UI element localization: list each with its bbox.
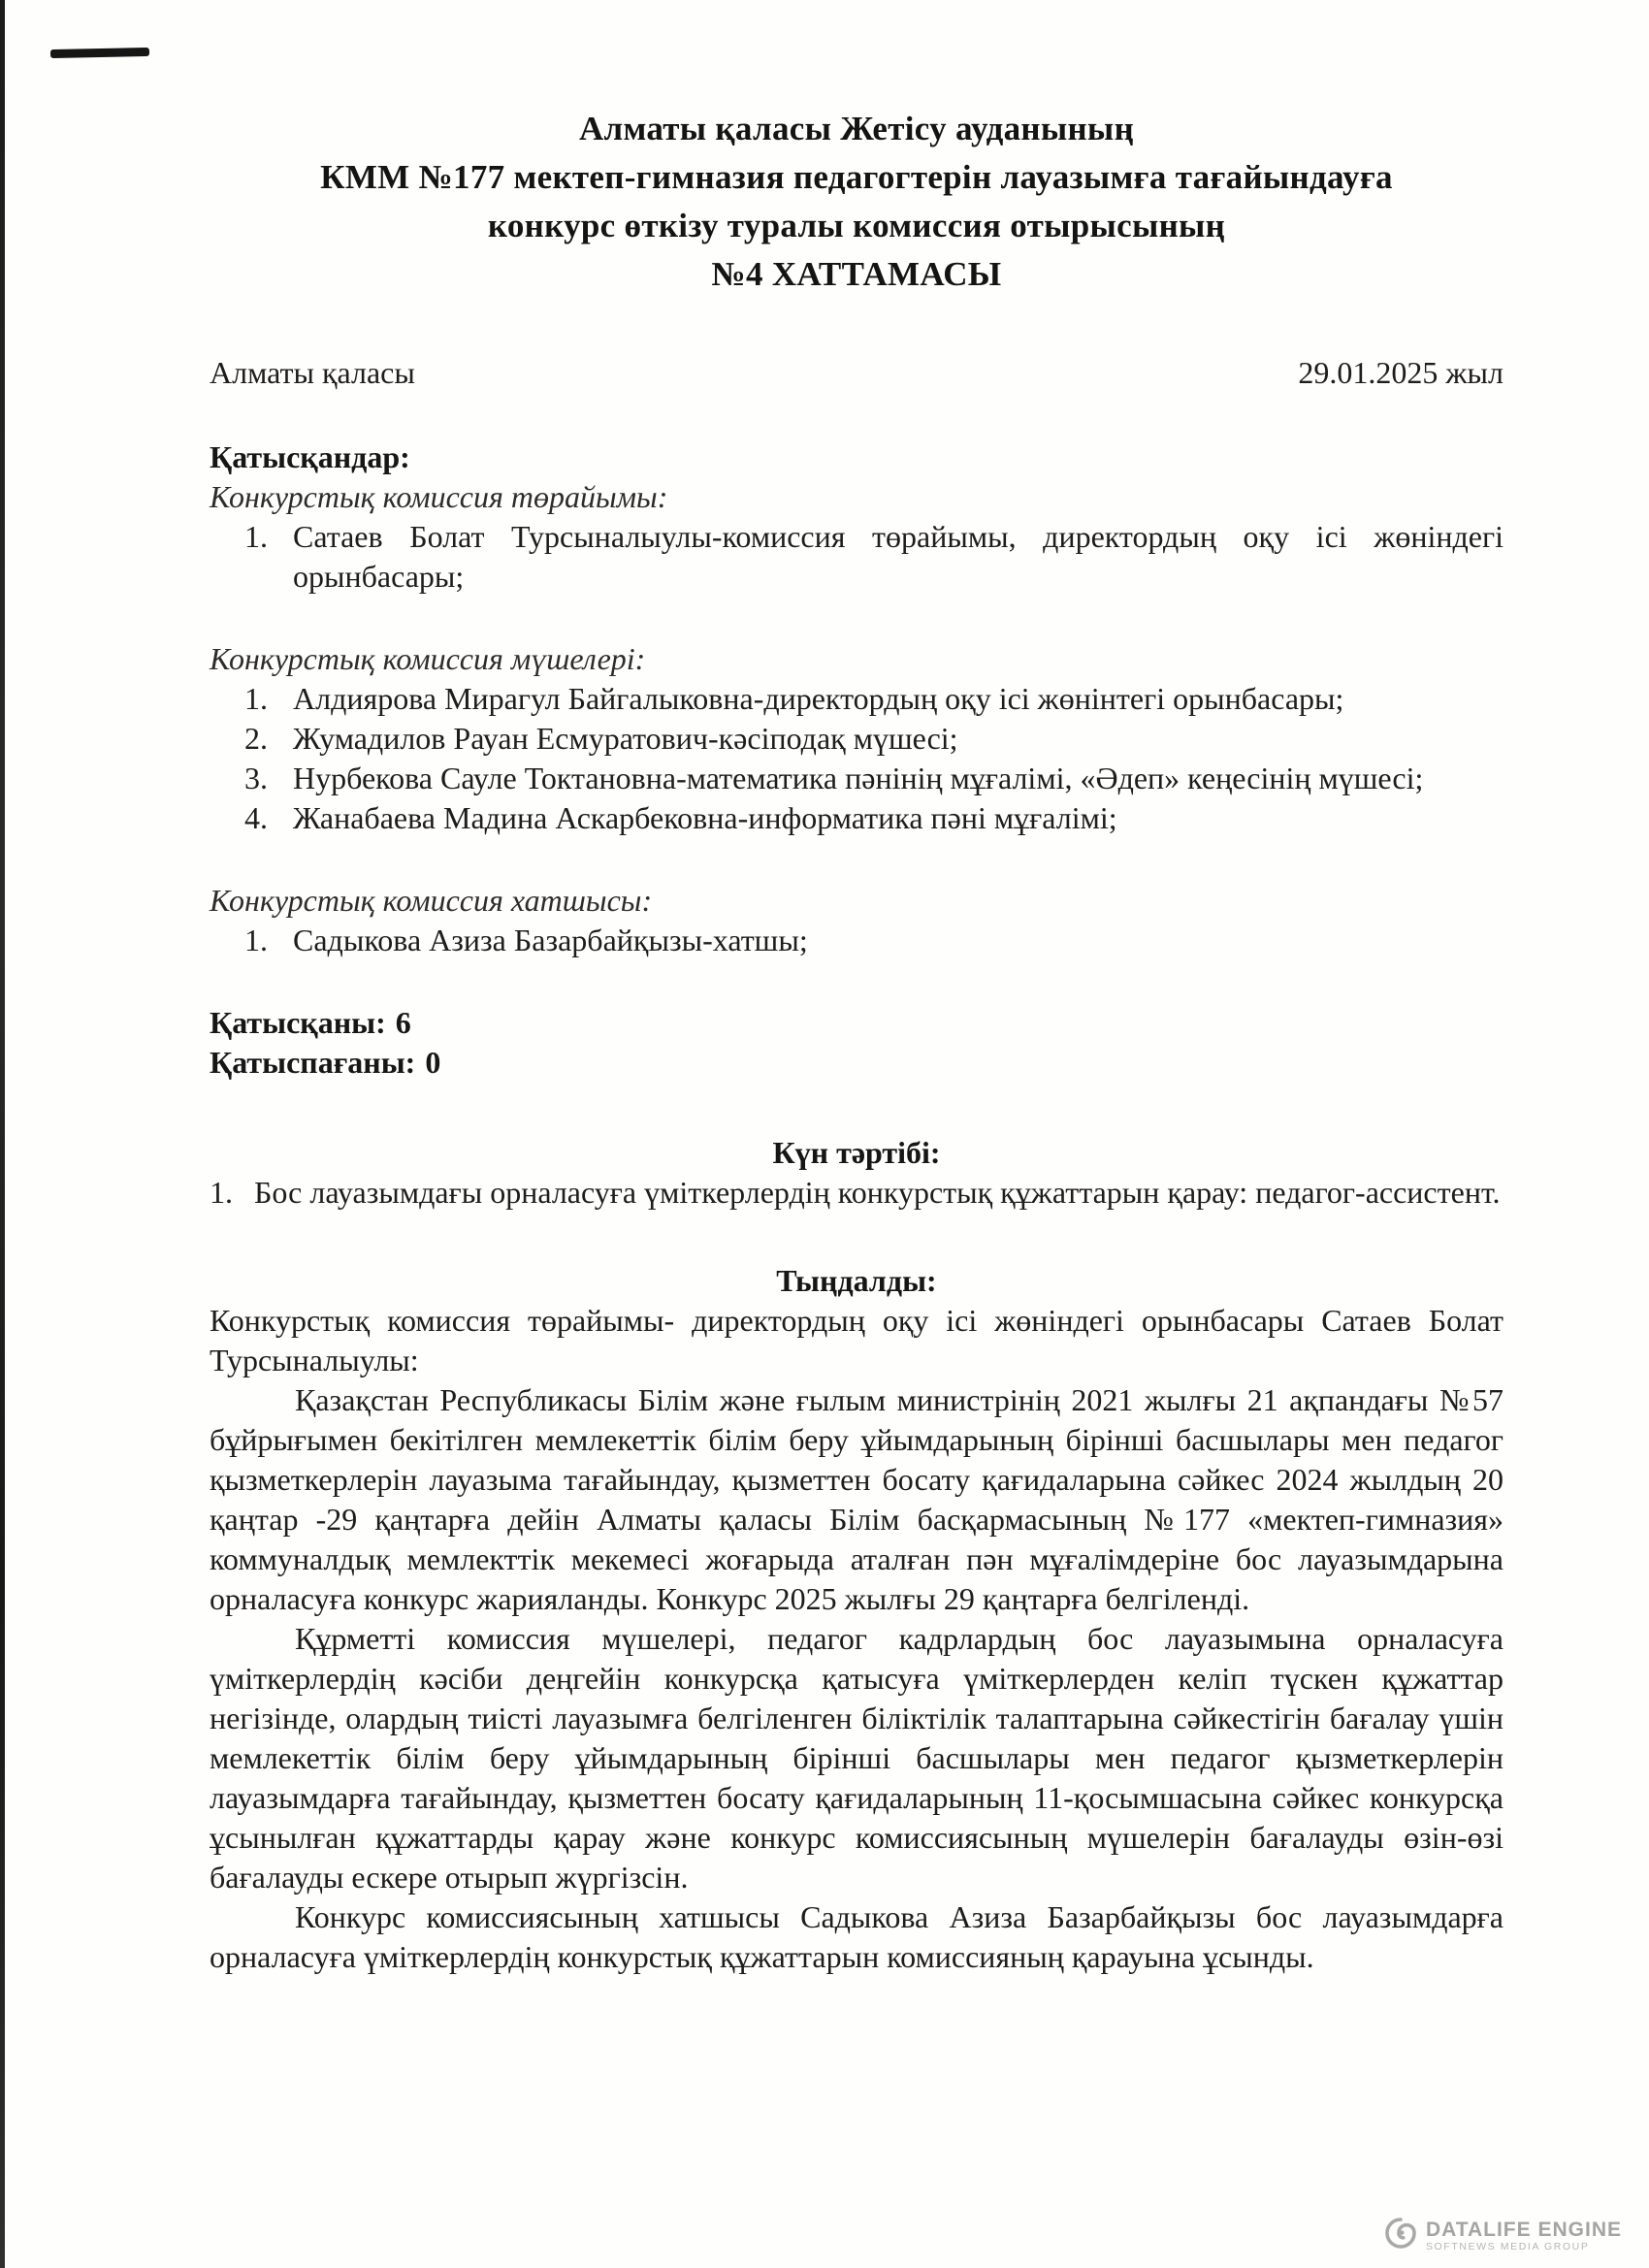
list-item — [210, 719, 1504, 759]
members-label: Конкурстық комиссия мүшелері: — [210, 641, 646, 676]
list-item — [210, 1173, 1504, 1213]
datalife-eye-logo-icon — [1384, 2217, 1417, 2254]
watermark-subtitle: SOFTNEWS MEDIA GROUP — [1425, 2240, 1590, 2252]
list-item-text: Жанабаева Мадина Аскарбековна-информатика пәні мұғалімі; — [293, 800, 1117, 835]
title-line-2: КММ №177 мектеп-гимназия педагогтерін лауазымға тағайындауға — [320, 158, 1393, 196]
document-title-block — [210, 105, 1504, 299]
heard-paragraph: Құрметті комиссия мүшелері, педагог кадрлардың бос лауазымына орналасуға үміткерлердің кәсіби деңгейін конкурсқа қатысуға үміткерлерден келіп түскен құжаттар негізінде, олардың тиісті лауазымға белгіленген біліктілік талаптарына сәйкестігін бағалау үшін мемлекеттік білім беру ұйымдарының бірінші басшылары мен педагог қызметкерлерін лауазымдарға тағайындау, қызметтен босату қағидаларының 11-қосымшасына сәйкес конкурсқа ұсынылған құжаттарды қарау және конкурс комиссиясының мүшелерін бағалауды өзін-өзі бағалауды ескере отырып жүргізсін. — [210, 1621, 1504, 1895]
title-line-3: конкурс өткізу туралы комиссия отырысының — [487, 207, 1226, 244]
list-item-text: Алдиярова Мирагул Байгалыковна-директордың оқу ісі жөнінтегі орынбасары; — [293, 681, 1344, 716]
list-item-number: 4. — [244, 800, 268, 835]
participants-heading: Қатысқандар: — [210, 439, 410, 474]
attended-label: Қатысқаны: — [210, 1005, 386, 1040]
list-item-text: Жумадилов Рауан Есмуратович-кәсіподақ мүшесі; — [293, 721, 958, 756]
list-item-text: Нурбекова Сауле Токтановна-математика пәнінің мұғалімі, «Әдеп» кеңесінің мүшесі; — [293, 761, 1424, 795]
list-item — [210, 679, 1504, 719]
absent-label: Қатыспағаны: — [210, 1045, 416, 1080]
list-item-number: 3. — [244, 761, 268, 795]
title-line-1: Алматы қаласы Жетісу ауданының — [578, 110, 1135, 147]
watermark-title: DATALIFE ENGINE — [1425, 2218, 1622, 2241]
agenda-list — [210, 1173, 1504, 1213]
list-item-number: 1. — [210, 1175, 233, 1210]
list-item-number: 1. — [244, 681, 268, 716]
absent-count-line — [210, 1043, 1504, 1083]
chair-label: Конкурстық комиссия төрайымы: — [210, 479, 668, 514]
meta-date: 29.01.2025 жыл — [1298, 355, 1504, 390]
secretary-label: Конкурстық комиссия хатшысы: — [210, 883, 653, 918]
list-item-number: 1. — [244, 519, 268, 554]
meta-row — [210, 353, 1504, 393]
list-item-text: Садыкова Азиза Базарбайқызы-хатшы; — [293, 923, 808, 957]
list-item — [210, 921, 1504, 960]
list-item — [210, 798, 1504, 838]
list-item — [210, 759, 1504, 798]
chair-list — [210, 517, 1504, 597]
heard-intro-paragraph: Конкурстық комиссия төрайымы- директордың оқу ісі жөніндегі орынбасары Сатаев Болат Турсыналыулы: — [210, 1303, 1504, 1377]
attended-count-line — [210, 1003, 1504, 1043]
list-item — [210, 517, 1504, 597]
watermark — [1384, 2217, 1622, 2254]
absent-value: 0 — [425, 1045, 441, 1080]
members-list — [210, 679, 1504, 838]
list-item-number: 1. — [244, 923, 268, 957]
attended-value: 6 — [395, 1005, 411, 1040]
heard-paragraph: Конкурс комиссиясының хатшысы Садыкова Азиза Базарбайқызы бос лауазымдарға орналасуға үміткерлердің конкурстық құжаттарын комиссияның қарауына ұсынды. — [210, 1899, 1504, 1974]
watermark-text — [1426, 2219, 1622, 2252]
heard-heading: Тыңдалды: — [776, 1263, 937, 1298]
secretary-list — [210, 921, 1504, 960]
title-line-4: №4 ХАТТАМАСЫ — [711, 255, 1002, 293]
list-item-text: Бос лауазымдағы орналасуға үміткерлердің конкурстық құжаттарын қарау: педагог-ассистент. — [254, 1175, 1501, 1210]
list-item-number: 2. — [244, 721, 268, 756]
heard-paragraph: Қазақстан Республикасы Білім және ғылым министрінің 2021 жылғы 21 ақпандағы №57 бұйрығымен бекітілген мемлекеттік білім беру ұйымдарының бірінші басшылары мен педагог қызметкерлерін лауазыма тағайындау, қызметтен босату қағидаларына сәйкес 2024 жылдың 20 қаңтар -29 қаңтарға дейін Алматы қаласы Білім басқармасының №177 «мектеп-гимназия» коммуналдық мемлекттік мекемесі жоғарыда аталған пән мұғалімдеріне бос лауазымдарына орналасуға конкурс жарияланды. Конкурс 2025 жылғы 29 қаңтарға белгіленді. — [210, 1382, 1504, 1616]
meta-city: Алматы қаласы — [210, 355, 415, 390]
agenda-heading: Күн тәртібі: — [772, 1135, 941, 1170]
list-item-text: Сатаев Болат Турсыналыулы-комиссия төрайымы, директордың оқу ісі жөніндегі орынбасары; — [293, 519, 1504, 594]
